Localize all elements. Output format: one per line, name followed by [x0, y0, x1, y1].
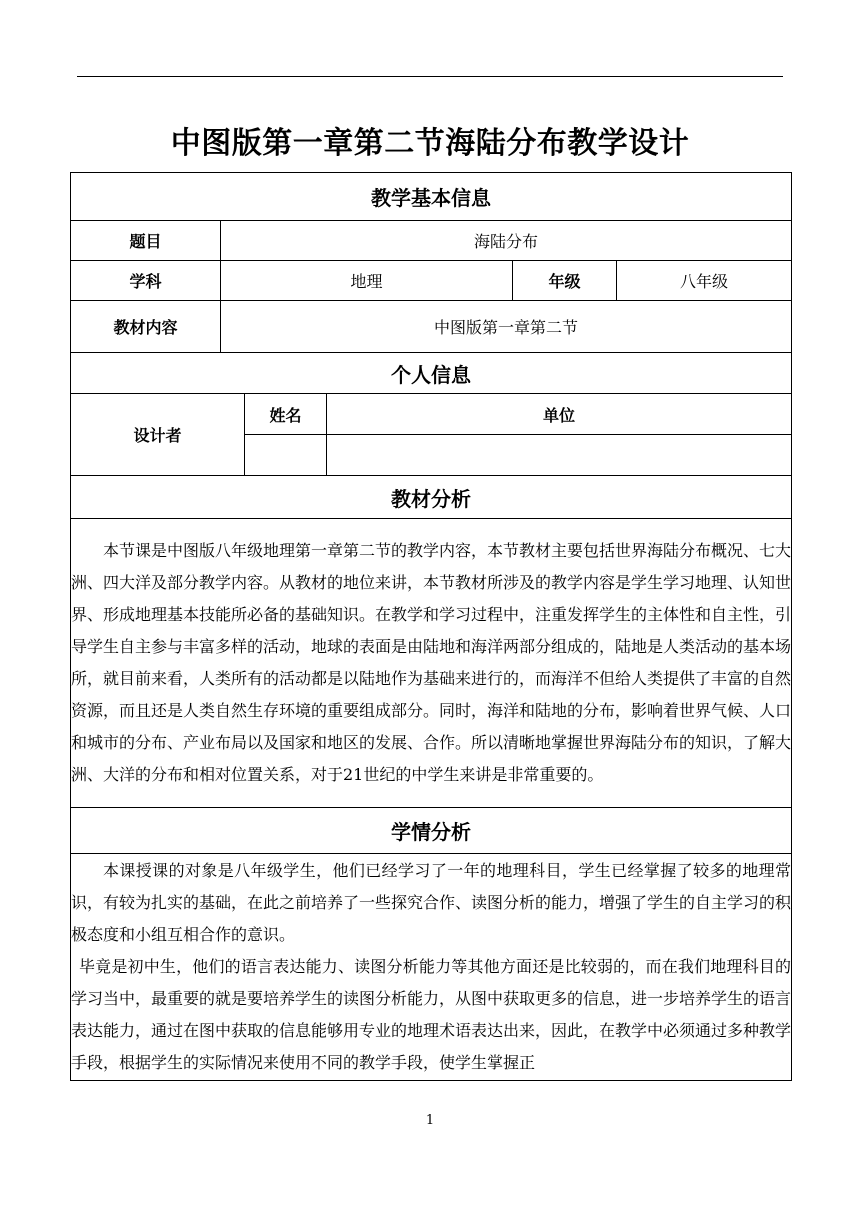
section-title-textbook-analysis: 教材分析 [71, 476, 792, 519]
content-row [71, 301, 792, 353]
name-value [245, 435, 327, 476]
lesson-design-table [70, 172, 792, 1081]
content-value: 中图版第一章第二节 [221, 301, 792, 353]
topic-label: 题目 [71, 221, 221, 261]
section-title-basic-info: 教学基本信息 [71, 173, 792, 221]
section-header-row [71, 476, 792, 519]
designer-header-row [71, 394, 792, 435]
textbook-analysis-row [71, 519, 792, 808]
name-label: 姓名 [245, 394, 327, 435]
textbook-analysis-paragraph: 本节课是中图版八年级地理第一章第二节的教学内容，本节教材主要包括世界海陆分布概况、七大洲、四大洋及部分教学内容。从教材的地位来讲，本节教材所涉及的教学内容是学生学习地理、认知世界、形成地理基本技能所必备的基础知识。在教学和学习过程中，注重发挥学生的主体性和自主性，引导学生自主参与丰富多样的活动，地球的表面是由陆地和海洋两部分组成的，陆地是人类活动的基本场所，就目前来看，人类所有的活动都是以陆地作为基础来进行的，而海洋不但给人类提供了丰富的自然资源，而且还是人类自然生存环境的重要组成部分。同时，海洋和陆地的分布，影响着世界气候、人口和城市的分布、产业布局以及国家和地区的发展、合作。所以清晰地掌握世界海陆分布的知识，了解大洲、大洋的分布和相对位置关系，对于21世纪的中学生来讲是非常重要的。 [71, 541, 792, 784]
topic-row [71, 221, 792, 261]
unit-label: 单位 [327, 394, 792, 435]
textbook-analysis-cell [71, 519, 792, 808]
learner-analysis-paragraph-2: 毕竟是初中生，他们的语言表达能力、读图分析能力等其他方面还是比较弱的，而在我们地理科目的学习当中，最重要的就是要培养学生的读图分析能力，从图中获取更多的信息，进一步培养学生的语言表达能力，通过在图中获取的信息能够用专业的地理术语表达出来，因此，在教学中必须通过多种教学手段，根据学生的实际情况来使用不同的教学手段，使学生掌握正 [71, 957, 792, 1072]
section-header-row [71, 808, 792, 854]
section-title-personal-info: 个人信息 [71, 353, 792, 394]
content-label: 教材内容 [71, 301, 221, 353]
learner-analysis-paragraph-1: 本课授课的对象是八年级学生，他们已经学习了一年的地理科目，学生已经掌握了较多的地理常识，有较为扎实的基础，在此之前培养了一些探究合作、读图分析的能力，增强了学生的自主学习的积极态度和小组互相合作的意识。 [71, 861, 792, 944]
subject-label: 学科 [71, 261, 221, 301]
grade-value: 八年级 [617, 261, 792, 301]
section-title-learner-analysis: 学情分析 [71, 808, 792, 854]
header-rule [77, 76, 783, 77]
topic-value: 海陆分布 [221, 221, 792, 261]
grade-label: 年级 [513, 261, 617, 301]
subject-value: 地理 [221, 261, 513, 301]
section-header-row [71, 173, 792, 221]
unit-value [327, 435, 792, 476]
learner-analysis-row [71, 854, 792, 1081]
designer-label: 设计者 [71, 394, 245, 476]
section-header-row [71, 353, 792, 394]
page-number: 1 [425, 1113, 435, 1128]
document-title: 中图版第一章第二节海陆分布教学设计 [170, 126, 690, 161]
learner-analysis-cell [71, 854, 792, 1081]
subject-grade-row [71, 261, 792, 301]
